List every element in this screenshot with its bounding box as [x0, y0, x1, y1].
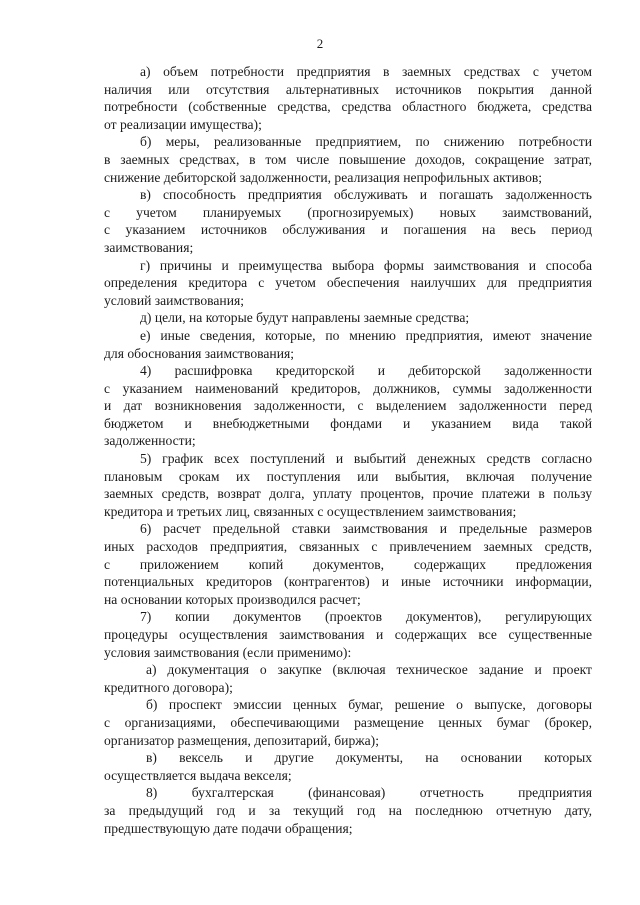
document-line: за предыдущий год и за текущий год на последнюю отчетную дату, [104, 802, 592, 818]
document-line: и дат возникновения задолженности, с выделением задолженности перед [104, 398, 592, 414]
document-line: организатор размещения, депозитарий, биржа); [104, 732, 379, 748]
document-line: иных расходов предприятия, связанных с привлечением заемных средств, [104, 539, 592, 555]
document-line: условия заимствования (если применимо): [104, 644, 352, 660]
document-line: осуществляется выдача векселя; [104, 767, 292, 783]
document-line: а) документация о закупке (включая техническое задание и проект [146, 662, 592, 678]
document-line: с указанием источников обслуживания и погашения на весь период [104, 222, 592, 238]
document-line: определения кредитора с учетом обеспечения наилучших для предприятия [104, 275, 592, 291]
document-line: плановым срокам их поступления или выбытия, включая получение [104, 468, 592, 484]
document-line: в) способность предприятия обслуживать и погашать задолженность [140, 187, 592, 203]
document-line: от реализации имущества); [104, 116, 262, 132]
document-line: снижение дебиторской задолженности, реализация непрофильных активов; [104, 169, 543, 185]
document-line: процедуры осуществления заимствования и содержащих все существенные [104, 627, 592, 642]
page-number: 2 [316, 36, 324, 51]
document-line: заимствования; [104, 239, 194, 255]
document-body [104, 63, 592, 837]
document-line: бюджетом и внебюджетными фондами и указанием вида такой [104, 415, 592, 431]
document-line: д) цели, на которые будут направлены заемные средства; [140, 310, 470, 326]
document-line: с указанием наименований кредиторов, должников, суммы задолженности [104, 380, 592, 396]
document-line: задолженности; [104, 433, 196, 449]
document-line: для обоснования заимствования; [104, 345, 295, 361]
document-line: наличия или отсутствия альтернативных источников покрытия данной [104, 81, 592, 97]
document-line: е) иные сведения, которые, по мнению предприятия, имеют значение [140, 327, 592, 343]
document-line: а) объем потребности предприятия в заемных средствах с учетом [140, 64, 592, 79]
document-line: б) меры, реализованные предприятием, по снижению потребности [140, 134, 592, 150]
document-line: г) причины и преимущества выбора формы заимствования и способа [140, 257, 592, 273]
document-line: с приложением копий документов, содержащих предложения [104, 556, 592, 572]
document-line: 4) расшифровка кредиторской и дебиторской задолженности [140, 363, 592, 379]
document-line: предшествующую дате подачи обращения; [104, 820, 353, 836]
document-line: потребности (собственные средства, средства областного бюджета, средства [104, 99, 592, 115]
document-line: на основании которых производился расчет; [104, 591, 361, 607]
document-line: потенциальных кредиторов (контрагентов) и иные источники информации, [104, 574, 592, 590]
document-line: кредитного договора); [104, 679, 233, 695]
document-line: условий заимствования; [104, 292, 245, 308]
document-line: с учетом планируемых (прогнозируемых) новых заимствований, [104, 204, 592, 220]
document-line: 5) график всех поступлений и выбытий денежных средств согласно [140, 451, 592, 467]
document-line: в заемных средствах, в том числе повышение доходов, сокращение затрат, [104, 151, 592, 167]
document-line: 7) копии документов (проектов документов), регулирующих [140, 609, 592, 625]
document-line: 8) бухгалтерская (финансовая) отчетность предприятия [146, 785, 592, 801]
document-line: заемных средств, возврат долга, уплату процентов, прочие платежи в пользу [104, 486, 592, 502]
document-line: б) проспект эмиссии ценных бумаг, решение о выпуске, договоры [146, 697, 592, 713]
document-line: в) вексель и другие документы, на основании которых [146, 750, 592, 766]
document-line: 6) расчет предельной ставки заимствования и предельные размеров [140, 521, 592, 537]
document-line: с организациями, обеспечивающими размещение ценных бумаг (брокер, [104, 714, 592, 730]
document-line: кредитора и третьих лиц, связанных с осуществлением заимствования; [104, 503, 517, 519]
